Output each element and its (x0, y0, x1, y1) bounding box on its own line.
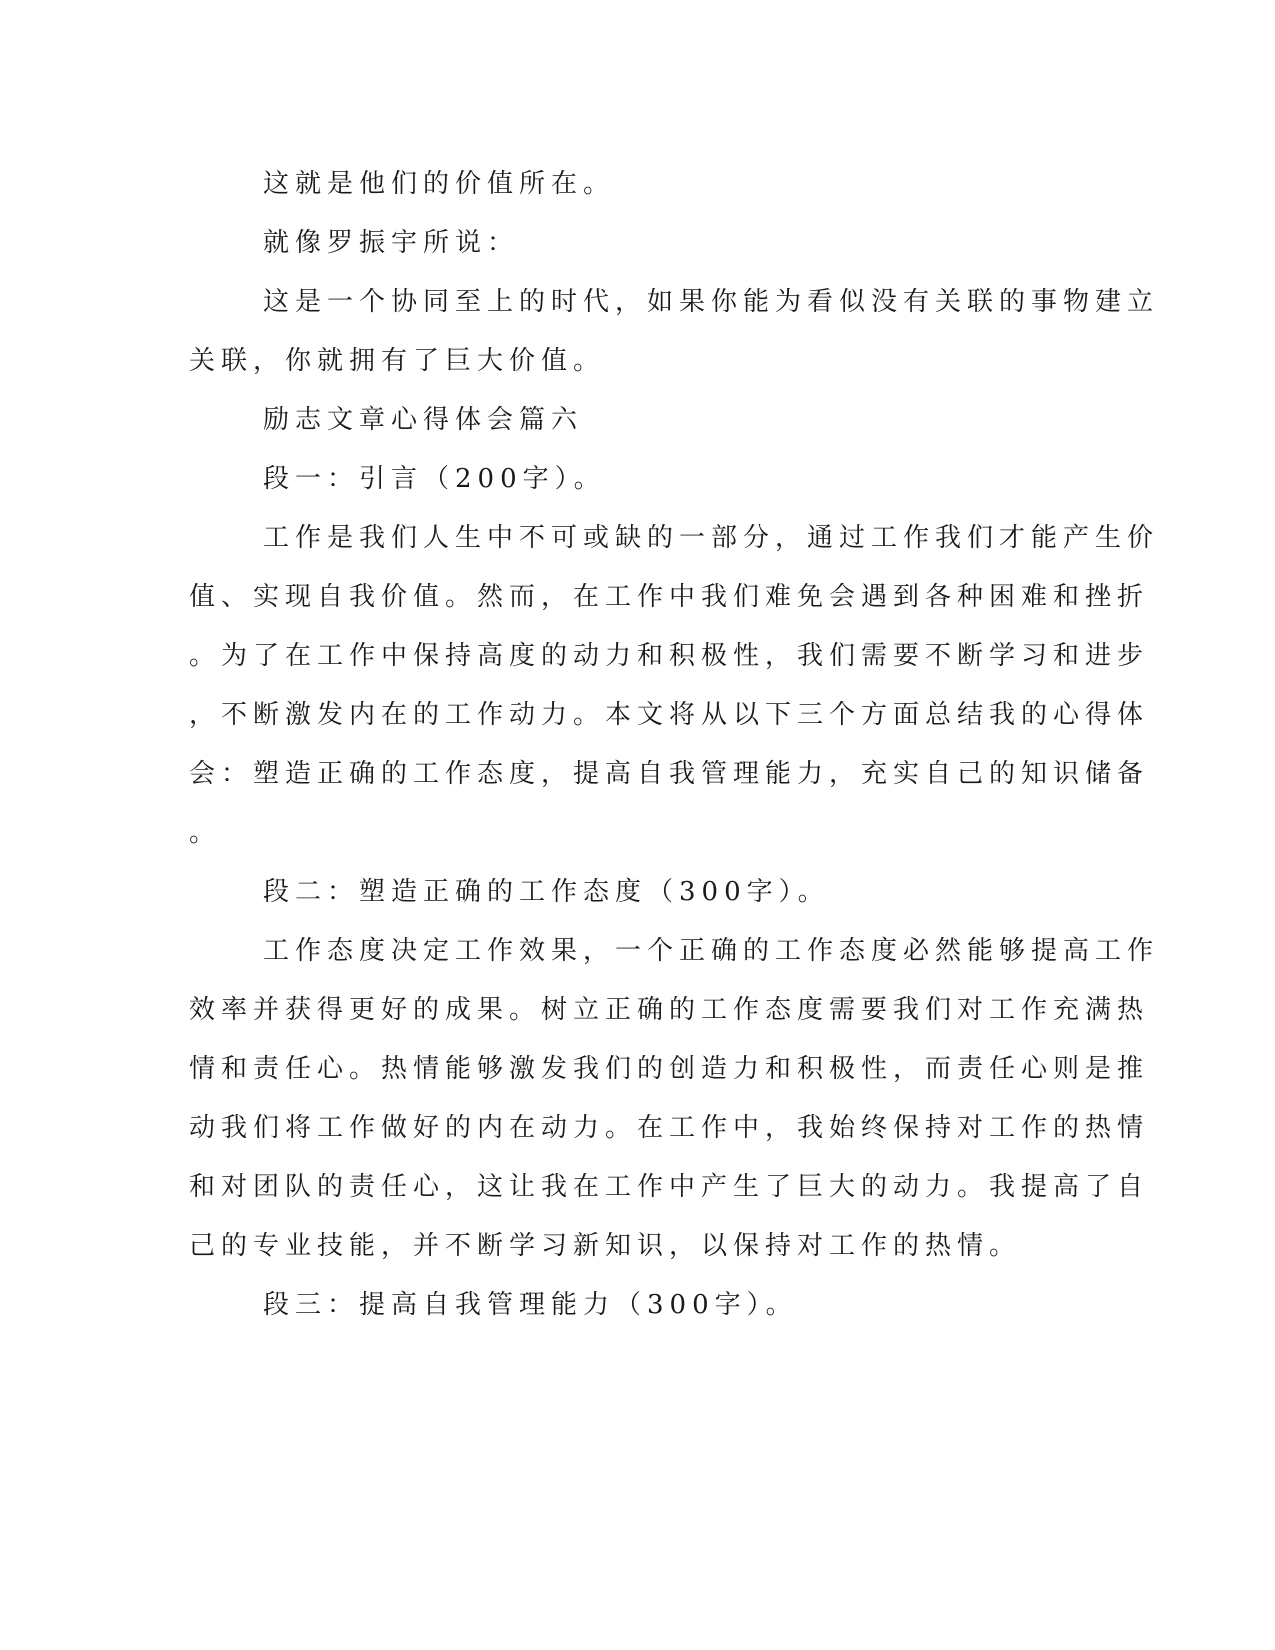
paragraph-line: 效率并获得更好的成果。树立正确的工作态度需要我们对工作充满热 (189, 995, 1150, 1025)
section-heading: 段三：提高自我管理能力（300字）。 (263, 1290, 798, 1320)
paragraph-line: 己的专业技能，并不断学习新知识，以保持对工作的热情。 (189, 1231, 1022, 1261)
paragraph-line: 就像罗振宇所说： (263, 228, 520, 258)
paragraph-line: 。 (189, 818, 222, 848)
section-heading: 段二：塑造正确的工作态度（300字）。 (263, 877, 830, 907)
paragraph-line: 情和责任心。热情能够激发我们的创造力和积极性，而责任心则是推 (189, 1054, 1150, 1084)
paragraph-line: 。为了在工作中保持高度的动力和积极性，我们需要不断学习和进步 (189, 641, 1150, 671)
paragraph-line: 这就是他们的价值所在。 (263, 169, 616, 199)
paragraph-line: ，不断激发内在的工作动力。本文将从以下三个方面总结我的心得体 (189, 700, 1150, 730)
paragraph-line: 工作态度决定工作效果，一个正确的工作态度必然能够提高工作 (263, 936, 1160, 966)
paragraph-line: 和对团队的责任心，这让我在工作中产生了巨大的动力。我提高了自 (189, 1172, 1150, 1202)
section-heading: 励志文章心得体会篇六 (263, 405, 584, 435)
section-heading: 段一：引言（200字）。 (263, 464, 606, 494)
paragraph-line: 工作是我们人生中不可或缺的一部分，通过工作我们才能产生价 (263, 523, 1160, 553)
paragraph-line: 会：塑造正确的工作态度，提高自我管理能力，充实自己的知识储备 (189, 759, 1150, 789)
paragraph-line: 动我们将工作做好的内在动力。在工作中，我始终保持对工作的热情 (189, 1113, 1150, 1143)
paragraph-line: 关联，你就拥有了巨大价值。 (189, 346, 606, 376)
paragraph-line: 值、实现自我价值。然而，在工作中我们难免会遇到各种困难和挫折 (189, 582, 1150, 612)
paragraph-line: 这是一个协同至上的时代，如果你能为看似没有关联的事物建立 (263, 287, 1160, 317)
